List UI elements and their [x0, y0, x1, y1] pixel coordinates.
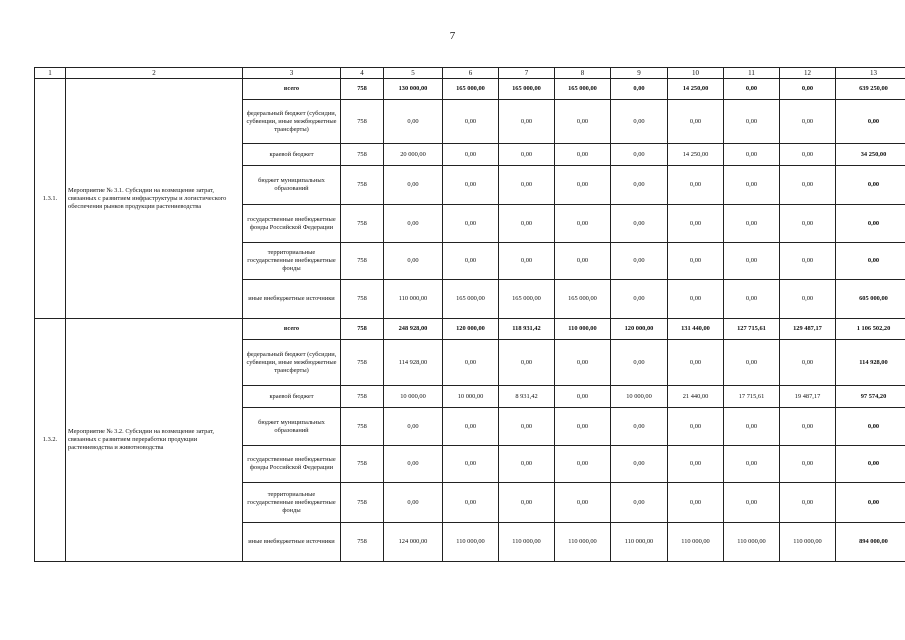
- value-cell: 0,00: [611, 340, 668, 386]
- value-cell: 248 928,00: [384, 319, 443, 340]
- value-cell: 10 000,00: [611, 386, 668, 408]
- value-cell: 0,00: [668, 483, 724, 523]
- value-cell: 0,00: [499, 483, 555, 523]
- value-cell: 114 928,00: [384, 340, 443, 386]
- value-cell: 0,00: [384, 100, 443, 144]
- budget-code-cell: 758: [341, 319, 384, 340]
- table-row: [35, 319, 905, 340]
- value-cell: 0,00: [555, 340, 611, 386]
- value-cell: 0,00: [724, 205, 780, 243]
- total-cell: 894 000,00: [836, 523, 905, 562]
- budget-table: [34, 67, 905, 562]
- column-header: 12: [780, 68, 836, 79]
- value-cell: 0,00: [499, 446, 555, 483]
- value-cell: 0,00: [780, 280, 836, 319]
- value-cell: 127 715,61: [724, 319, 780, 340]
- value-cell: 0,00: [668, 100, 724, 144]
- value-cell: 110 000,00: [499, 523, 555, 562]
- value-cell: 0,00: [443, 408, 499, 446]
- funding-source: всего: [243, 319, 341, 340]
- total-cell: 1 106 502,20: [836, 319, 905, 340]
- value-cell: 0,00: [443, 340, 499, 386]
- value-cell: 0,00: [780, 205, 836, 243]
- value-cell: 0,00: [780, 166, 836, 205]
- value-cell: 0,00: [611, 166, 668, 205]
- column-header: 1: [35, 68, 66, 79]
- value-cell: 0,00: [724, 483, 780, 523]
- value-cell: 0,00: [611, 100, 668, 144]
- column-header: 8: [555, 68, 611, 79]
- value-cell: 120 000,00: [443, 319, 499, 340]
- value-cell: 110 000,00: [555, 523, 611, 562]
- total-cell: 97 574,20: [836, 386, 905, 408]
- total-cell: 0,00: [836, 446, 905, 483]
- budget-code-cell: 758: [341, 446, 384, 483]
- value-cell: 10 000,00: [384, 386, 443, 408]
- total-cell: 114 928,00: [836, 340, 905, 386]
- column-header: 6: [443, 68, 499, 79]
- measure-title: Мероприятие № 3.1. Субсидии на возмещение затрат, связанных с развитием инфраструктуры и логистического обеспечения рынков продукции растениеводства: [66, 79, 243, 319]
- value-cell: 0,00: [668, 205, 724, 243]
- value-cell: 0,00: [499, 144, 555, 166]
- measure-title: Мероприятие № 3.2. Субсидии на возмещение затрат, связанных с развитием переработки продукции растениеводства и животноводства: [66, 319, 243, 562]
- value-cell: 0,00: [384, 166, 443, 205]
- value-cell: 0,00: [499, 340, 555, 386]
- value-cell: 165 000,00: [443, 280, 499, 319]
- total-cell: 639 250,00: [836, 79, 905, 100]
- value-cell: 17 715,61: [724, 386, 780, 408]
- column-header: 11: [724, 68, 780, 79]
- value-cell: 165 000,00: [499, 280, 555, 319]
- value-cell: 0,00: [780, 483, 836, 523]
- value-cell: 19 487,17: [780, 386, 836, 408]
- column-header: 3: [243, 68, 341, 79]
- value-cell: 0,00: [443, 205, 499, 243]
- budget-code-cell: 758: [341, 100, 384, 144]
- column-header: 2: [66, 68, 243, 79]
- column-header: 13: [836, 68, 905, 79]
- value-cell: 0,00: [499, 205, 555, 243]
- value-cell: 0,00: [724, 79, 780, 100]
- value-cell: 0,00: [611, 144, 668, 166]
- value-cell: 165 000,00: [499, 79, 555, 100]
- value-cell: 118 931,42: [499, 319, 555, 340]
- total-cell: 0,00: [836, 166, 905, 205]
- value-cell: 0,00: [780, 100, 836, 144]
- funding-source: государственные внебюджетные фонды Российской Федерации: [243, 205, 341, 243]
- budget-code-cell: 758: [341, 144, 384, 166]
- value-cell: 110 000,00: [668, 523, 724, 562]
- budget-code-cell: 758: [341, 166, 384, 205]
- total-cell: 34 250,00: [836, 144, 905, 166]
- value-cell: 0,00: [443, 483, 499, 523]
- value-cell: 0,00: [384, 408, 443, 446]
- value-cell: 0,00: [499, 408, 555, 446]
- value-cell: 0,00: [611, 79, 668, 100]
- total-cell: 0,00: [836, 243, 905, 280]
- value-cell: 120 000,00: [611, 319, 668, 340]
- value-cell: 0,00: [724, 408, 780, 446]
- value-cell: 0,00: [780, 340, 836, 386]
- page-number: 7: [449, 30, 456, 42]
- column-header: 10: [668, 68, 724, 79]
- value-cell: 124 000,00: [384, 523, 443, 562]
- value-cell: 0,00: [668, 446, 724, 483]
- funding-source: государственные внебюджетные фонды Российской Федерации: [243, 446, 341, 483]
- value-cell: 0,00: [668, 408, 724, 446]
- value-cell: 110 000,00: [384, 280, 443, 319]
- total-cell: 0,00: [836, 100, 905, 144]
- value-cell: 0,00: [611, 205, 668, 243]
- funding-source: бюджет муниципальных образований: [243, 166, 341, 205]
- value-cell: 0,00: [780, 144, 836, 166]
- funding-source: территориальные государственные внебюджетные фонды: [243, 243, 341, 280]
- value-cell: 21 440,00: [668, 386, 724, 408]
- total-cell: 0,00: [836, 205, 905, 243]
- value-cell: 0,00: [555, 243, 611, 280]
- value-cell: 0,00: [499, 166, 555, 205]
- value-cell: 165 000,00: [555, 79, 611, 100]
- value-cell: 0,00: [668, 166, 724, 205]
- column-header: 4: [341, 68, 384, 79]
- measure-code: 1.3.1.: [35, 79, 66, 319]
- value-cell: 0,00: [724, 166, 780, 205]
- value-cell: 0,00: [555, 483, 611, 523]
- value-cell: 0,00: [611, 446, 668, 483]
- value-cell: 0,00: [499, 100, 555, 144]
- value-cell: 0,00: [443, 100, 499, 144]
- column-header: 9: [611, 68, 668, 79]
- column-header: 5: [384, 68, 443, 79]
- funding-source: иные внебюджетные источники: [243, 523, 341, 562]
- budget-code-cell: 758: [341, 523, 384, 562]
- value-cell: 14 250,00: [668, 79, 724, 100]
- value-cell: 0,00: [668, 340, 724, 386]
- budget-code-cell: 758: [341, 386, 384, 408]
- budget-code-cell: 758: [341, 408, 384, 446]
- funding-source: федеральный бюджет (субсидии, субвенции, иные межбюджетные трансферты): [243, 100, 341, 144]
- total-cell: 605 000,00: [836, 280, 905, 319]
- value-cell: 0,00: [384, 446, 443, 483]
- value-cell: 0,00: [668, 280, 724, 319]
- value-cell: 0,00: [384, 483, 443, 523]
- value-cell: 0,00: [384, 205, 443, 243]
- value-cell: 0,00: [443, 144, 499, 166]
- measure-code: 1.3.2.: [35, 319, 66, 562]
- value-cell: 0,00: [384, 243, 443, 280]
- value-cell: 110 000,00: [724, 523, 780, 562]
- funding-source: всего: [243, 79, 341, 100]
- budget-code-cell: 758: [341, 205, 384, 243]
- total-cell: 0,00: [836, 408, 905, 446]
- value-cell: 20 000,00: [384, 144, 443, 166]
- value-cell: 165 000,00: [555, 280, 611, 319]
- budget-code-cell: 758: [341, 79, 384, 100]
- total-cell: 0,00: [836, 483, 905, 523]
- value-cell: 0,00: [555, 446, 611, 483]
- value-cell: 130 000,00: [384, 79, 443, 100]
- value-cell: 10 000,00: [443, 386, 499, 408]
- funding-source: бюджет муниципальных образований: [243, 408, 341, 446]
- value-cell: 0,00: [724, 144, 780, 166]
- funding-source: краевой бюджет: [243, 386, 341, 408]
- value-cell: 110 000,00: [555, 319, 611, 340]
- value-cell: 0,00: [443, 166, 499, 205]
- funding-source: федеральный бюджет (субсидии, субвенции, иные межбюджетные трансферты): [243, 340, 341, 386]
- funding-source: краевой бюджет: [243, 144, 341, 166]
- value-cell: 165 000,00: [443, 79, 499, 100]
- value-cell: 0,00: [555, 144, 611, 166]
- value-cell: 0,00: [724, 243, 780, 280]
- value-cell: 14 250,00: [668, 144, 724, 166]
- value-cell: 0,00: [443, 243, 499, 280]
- value-cell: 110 000,00: [780, 523, 836, 562]
- value-cell: 0,00: [499, 243, 555, 280]
- value-cell: 0,00: [443, 446, 499, 483]
- value-cell: 131 440,00: [668, 319, 724, 340]
- value-cell: 0,00: [724, 340, 780, 386]
- funding-source: территориальные государственные внебюджетные фонды: [243, 483, 341, 523]
- value-cell: 0,00: [724, 100, 780, 144]
- table-row: [35, 79, 905, 100]
- value-cell: 0,00: [555, 386, 611, 408]
- value-cell: 0,00: [611, 280, 668, 319]
- value-cell: 0,00: [555, 408, 611, 446]
- budget-code-cell: 758: [341, 340, 384, 386]
- value-cell: 110 000,00: [611, 523, 668, 562]
- value-cell: 8 931,42: [499, 386, 555, 408]
- value-cell: 0,00: [780, 408, 836, 446]
- value-cell: 0,00: [555, 100, 611, 144]
- value-cell: 110 000,00: [443, 523, 499, 562]
- value-cell: 0,00: [611, 483, 668, 523]
- budget-code-cell: 758: [341, 280, 384, 319]
- value-cell: 0,00: [555, 205, 611, 243]
- value-cell: 0,00: [780, 243, 836, 280]
- value-cell: 0,00: [724, 280, 780, 319]
- header-row: [35, 68, 905, 79]
- value-cell: 0,00: [724, 446, 780, 483]
- value-cell: 0,00: [611, 408, 668, 446]
- value-cell: 0,00: [555, 166, 611, 205]
- value-cell: 0,00: [780, 79, 836, 100]
- column-header: 7: [499, 68, 555, 79]
- value-cell: 0,00: [780, 446, 836, 483]
- value-cell: 0,00: [611, 243, 668, 280]
- value-cell: 0,00: [668, 243, 724, 280]
- budget-code-cell: 758: [341, 483, 384, 523]
- value-cell: 129 487,17: [780, 319, 836, 340]
- budget-code-cell: 758: [341, 243, 384, 280]
- funding-source: иные внебюджетные источники: [243, 280, 341, 319]
